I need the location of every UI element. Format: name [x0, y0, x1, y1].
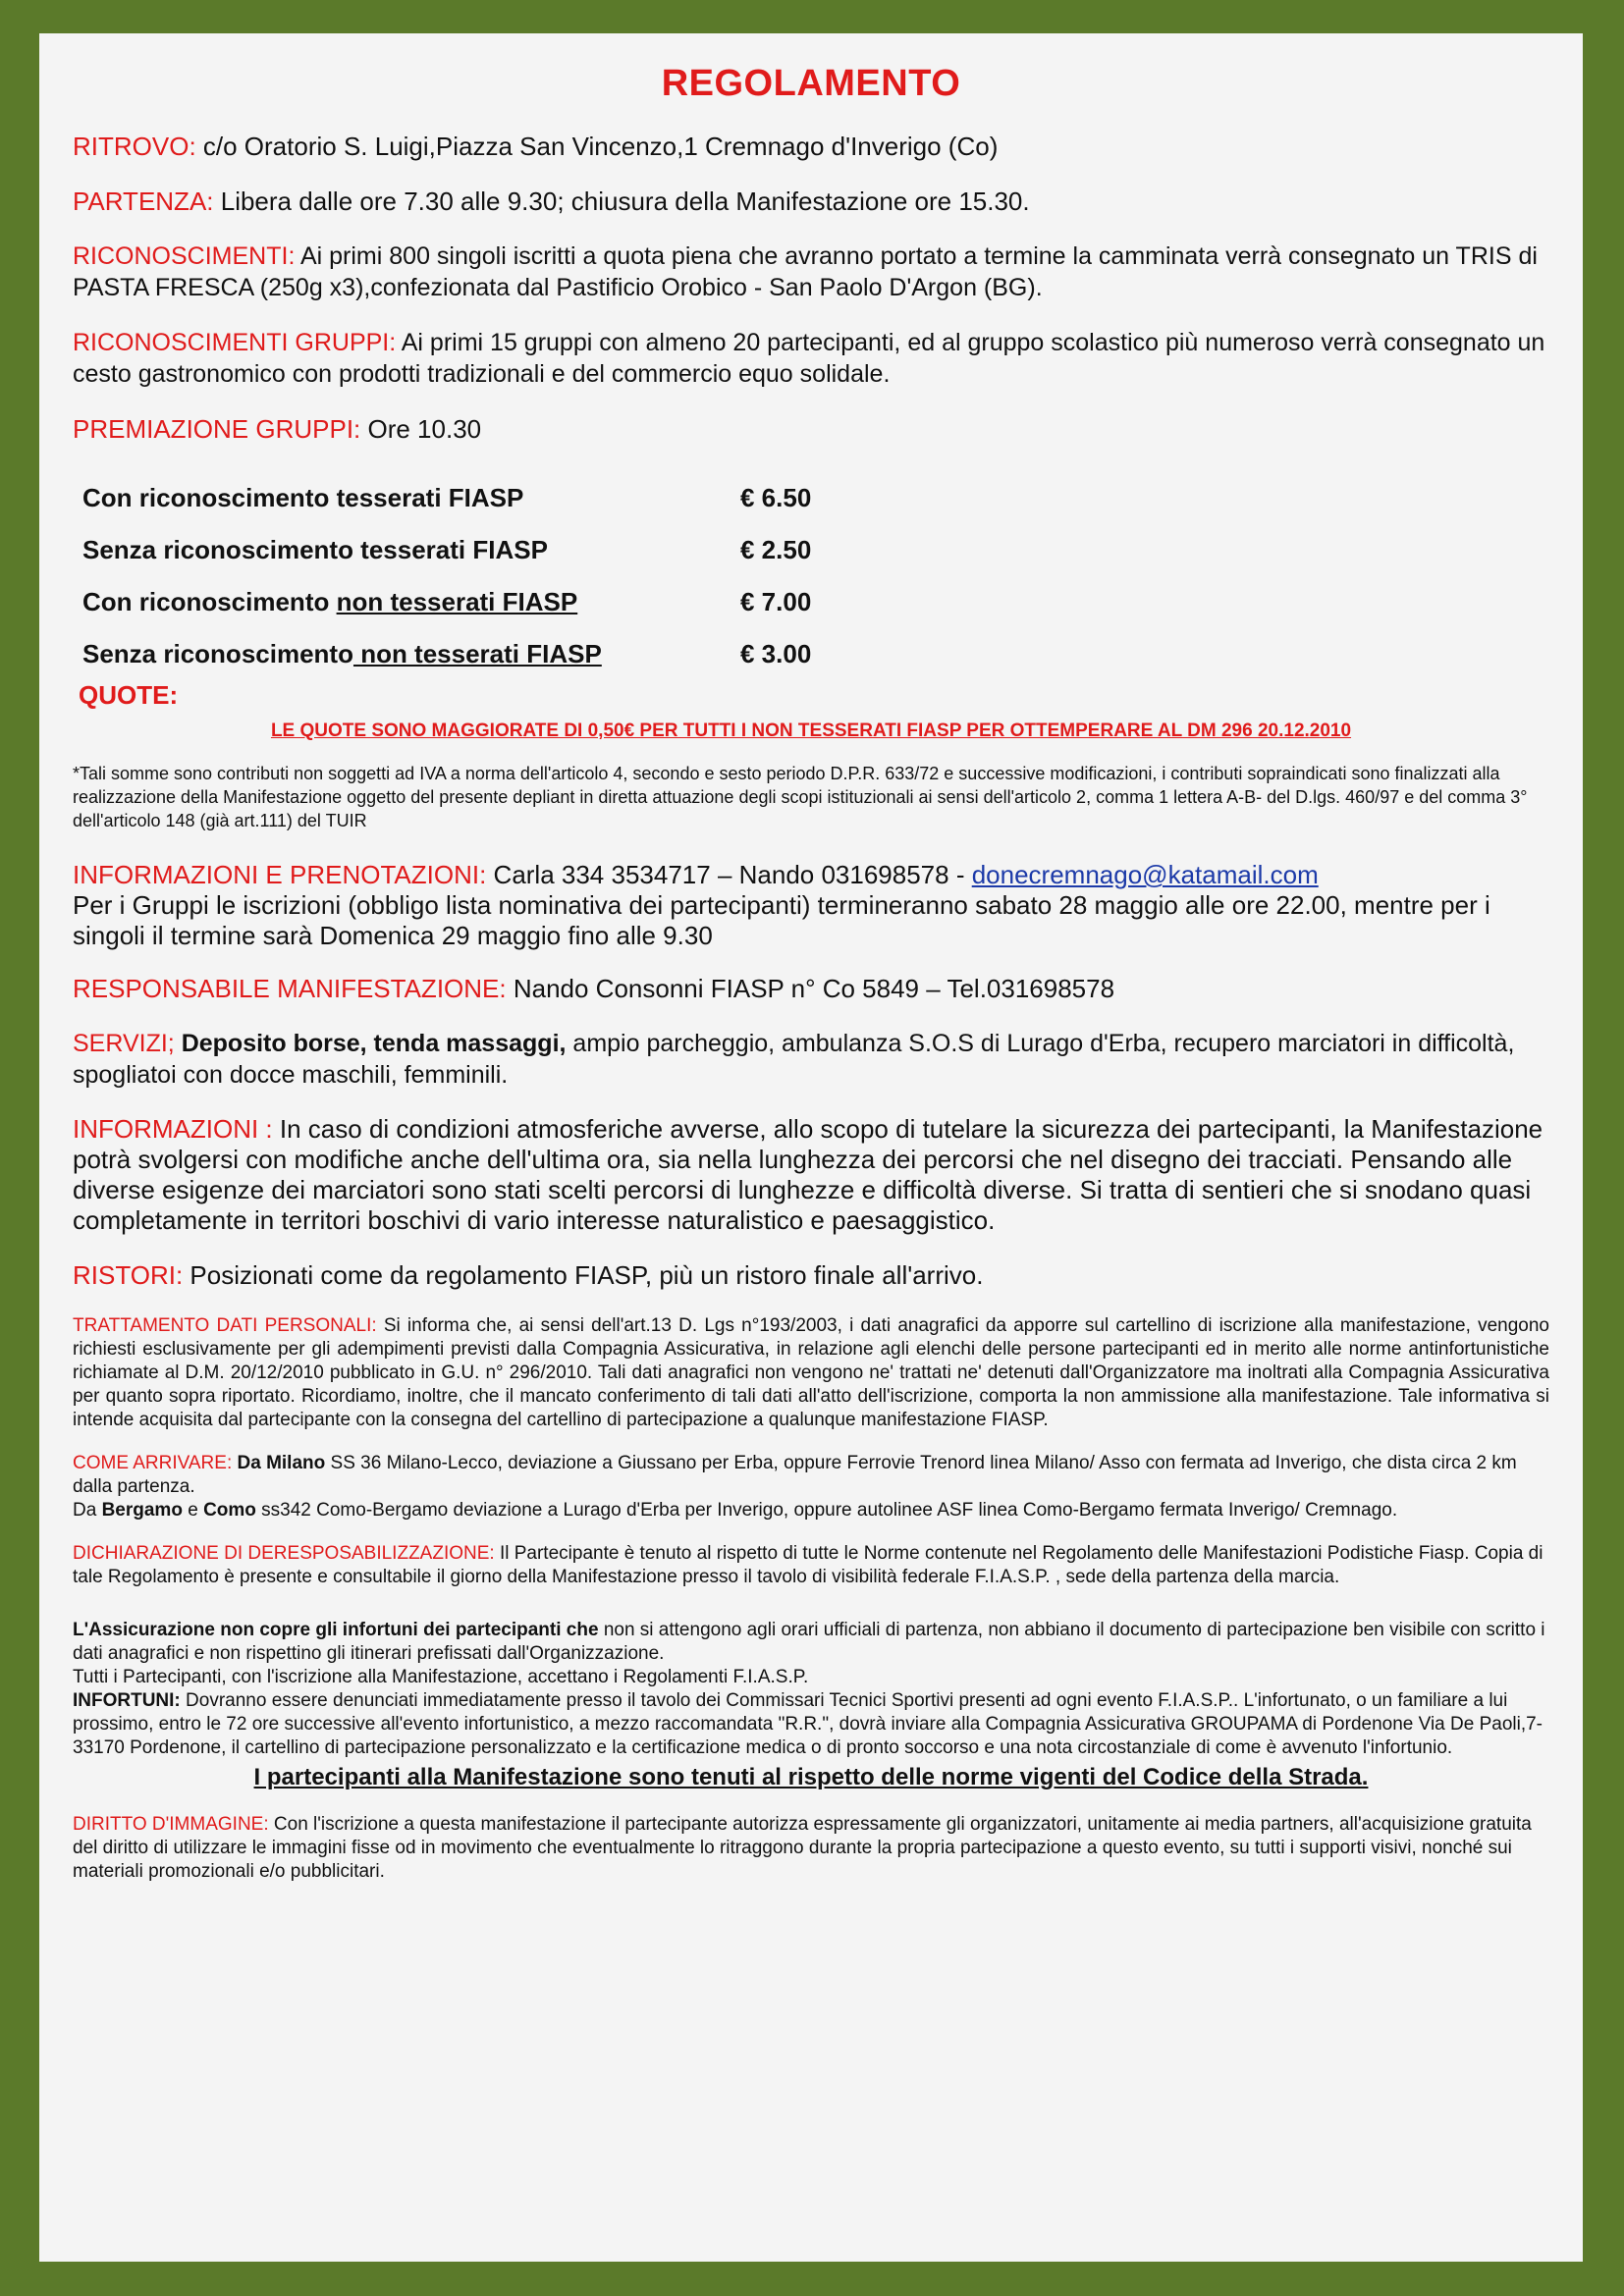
- riconoscimenti-gruppi-text: Ai primi 15 gruppi con almeno 20 partecipanti, ed al gruppo scolastico più numeroso verrà consegnato un cesto gastronomico con prodotti tradizionali e del commercio equo solidale.: [73, 329, 1545, 388]
- regolamento-page: [39, 33, 1583, 2262]
- fee-label-text: Senza riconoscimento: [82, 639, 353, 668]
- informazioni-text: In caso di condizioni atmosferiche avverse, allo scopo di tutelare la sicurezza dei partecipanti, la Manifestazione potrà svolgersi con modifiche anche dell'ultima ora, sia nella lunghezza dei percorsi che nel disegno dei tracciati. Pensando alle diverse esigenze dei marciatori sono stati scelti percorsi di lunghezze e difficoltà diverse. Si tratta di sentieri che si snodano quasi completamente in territori boschivi di vario interesse naturalistico e paesaggistico.: [73, 1114, 1543, 1235]
- fee-label: [82, 472, 740, 524]
- riconoscimenti-text: Ai primi 800 singoli iscritti a quota piena che avranno portato a termine la camminata verrà consegnato un TRIS di PASTA FRESCA (250g x3),confezionata dal Pastificio Orobico - San Paolo D'Argon (BG).: [73, 242, 1538, 301]
- como-bold: Como: [203, 1500, 256, 1521]
- assicurazione-bold: L'Assicurazione non copre gli infortuni dei partecipanti che: [73, 1620, 599, 1640]
- trattamento-label: TRATTAMENTO DATI PERSONALI:: [73, 1315, 377, 1336]
- dichiarazione-text: Il Partecipante è tenuto al rispetto di tutte le Norme contenute nel Regolamento delle Manifestazioni Podistiche Fiasp. Copia di tale Regolamento è presente e consultabile il giorno della Manifestazione presso il tavolo di visibilità federale F.I.A.S.P. , sede della partenza della marcia.: [73, 1543, 1543, 1587]
- fee-price: € 6.50: [740, 483, 812, 512]
- assicurazione-section: [73, 1619, 1549, 1760]
- fee-label-text: Senza riconoscimento tesserati FIASP: [82, 535, 548, 564]
- prenotazioni-text: Per i Gruppi le iscrizioni (obbligo lista nominativa dei partecipanti) termineranno sabato 28 maggio alle ore 22.00, mentre per i singoli il termine sarà Domenica 29 maggio fino alle 9.30: [73, 890, 1490, 950]
- assicurazione-line2: Tutti i Partecipanti, con l'iscrizione alla Manifestazione, accettano i Regolamenti F.I.A.S.P.: [73, 1667, 809, 1687]
- infortuni-label: INFORTUNI:: [73, 1690, 181, 1711]
- contacts-text: Carla 334 3534717 – Nando 031698578 -: [486, 860, 972, 889]
- email-link[interactable]: donecremnago@katamail.com: [971, 860, 1319, 889]
- diritto-immagine-section: [73, 1813, 1549, 1884]
- dichiarazione-label: DICHIARAZIONE DI DERESPOSABILIZZAZIONE:: [73, 1543, 495, 1564]
- ristori-text: Posizionati come da regolamento FIASP, più un ristoro finale all'arrivo.: [183, 1260, 984, 1290]
- tax-footnote: *Tali somme sono contributi non soggetti ad IVA a norma dell'articolo 4, secondo e sesto periodo D.P.R. 633/72 e successive modificazioni, i contributi sopraindicati sono finalizzati alla realizzazione della Manifestazione oggetto del presente depliant in diretta attuazione degli scopi istituzionali ai sensi dell'articolo 2, comma 1 lettera A-B- del D.lgs. 460/97 e del comma 3° dell'articolo 148 (già art.111) del TUIR: [73, 764, 1528, 830]
- responsabile-label: RESPONSABILE MANIFESTAZIONE:: [73, 974, 507, 1003]
- informazioni-prenotazioni-section: [73, 860, 1549, 951]
- ritrovo-text: c/o Oratorio S. Luigi,Piazza San Vincenzo,1 Cremnago d'Inverigo (Co): [195, 132, 999, 161]
- responsabile-section: [73, 973, 1549, 1004]
- servizi-text: ampio parcheggio, ambulanza S.O.S di Lurago d'Erba, recupero marciatori in difficoltà, spogliatoi con docce maschili, femminili.: [73, 1030, 1515, 1089]
- fee-label: [82, 576, 740, 628]
- ristori-section: [73, 1259, 1549, 1291]
- come-arrivare-label: COME ARRIVARE:: [73, 1453, 233, 1473]
- ritrovo-section: [73, 131, 1549, 162]
- servizi-label: SERVIZI;: [73, 1030, 175, 1057]
- informazioni-section: [73, 1114, 1549, 1236]
- diritto-label: DIRITTO D'IMMAGINE:: [73, 1814, 269, 1835]
- partenza-label: PARTENZA:: [73, 187, 214, 216]
- servizi-bold: Deposito borse, tenda massaggi,: [174, 1030, 567, 1057]
- bergamo-text: ss342 Como-Bergamo deviazione a Lurago d'Erba per Inverigo, oppure autolinee ASF linea Como-Bergamo fermata Inverigo/ Cremnago.: [255, 1500, 1398, 1521]
- fee-label-underlined: non tesserati FIASP: [336, 587, 578, 616]
- codice-strada-notice: I partecipanti alla Manifestazione sono tenuti al rispetto delle norme vigenti del Codice della Strada.: [253, 1764, 1369, 1790]
- servizi-section: [73, 1028, 1549, 1091]
- trattamento-section: [73, 1314, 1549, 1432]
- fee-row: [82, 524, 811, 576]
- e-text: e: [182, 1500, 204, 1521]
- quote-notice: LE QUOTE SONO MAGGIORATE DI 0,50€ PER TUTTI I NON TESSERATI FIASP PER OTTEMPERARE AL DM 296 20.12.2010: [270, 721, 1352, 741]
- premiazione-text: Ore 10.30: [360, 414, 482, 444]
- fee-row: [82, 628, 811, 680]
- fee-row: [82, 576, 811, 628]
- fee-label: [82, 524, 740, 576]
- responsabile-text: Nando Consonni FIASP n° Co 5849 – Tel.031698578: [506, 974, 1115, 1003]
- ristori-label: RISTORI:: [73, 1260, 184, 1290]
- fee-price: € 2.50: [740, 535, 812, 564]
- come-arrivare-section: [73, 1452, 1549, 1522]
- fee-price: € 7.00: [740, 587, 812, 616]
- fee-label-text: Con riconoscimento: [82, 587, 337, 616]
- page-title: REGOLAMENTO: [661, 63, 961, 104]
- fee-row: [82, 472, 811, 524]
- fee-label-underlined: non tesserati FIASP: [352, 639, 602, 668]
- infortuni-text: Dovranno essere denunciati immediatamente presso il tavolo dei Commissari Tecnici Sportivi presenti ad ogni evento F.I.A.S.P.. L'infortunato, o un familiare a lui prossimo, entro le 72 ore successive all'evento infortunistico, a mezzo raccomandata "R.R.", dovrà inviare alla Compagnia Assicurativa GROUPAMA di Pordenone Via De Paoli,7-33170 Pordenone, il cartellino di partecipazione personalizzato e la certificazione medica o di pronto soccorso e una nota circostanziale di come è avvenuto l'infortunio.: [73, 1690, 1543, 1758]
- da-text: Da: [73, 1500, 102, 1521]
- fee-table: [82, 472, 811, 680]
- riconoscimenti-section: [73, 240, 1549, 303]
- riconoscimenti-gruppi-section: [73, 327, 1549, 390]
- premiazione-section: [73, 413, 1549, 445]
- trattamento-text: Si informa che, ai sensi dell'art.13 D. Lgs n°193/2003, i dati anagrafici da apporre sul cartellino di iscrizione alla manifestazione, vengono richiesti esclusivamente per gli adempimenti previsti dalla Compagnia Assicurativa, in relazione agli elenchi delle persone partecipanti ed in merito alle norme antinfortunistiche richiamate al D.M. 20/12/2010 pubblicato in G.U. n° 296/2010. Tali dati anagrafici non vengono ne' trattati ne' detenuti dall'Organizzatore ma inoltrati alla Compagnia Assicurativa per quanto sopra riportato. Ricordiamo, inoltre, che il mancato conferimento di tali dati all'atto dell'iscrizione, comporta la non ammissione alla manifestazione. Tale informativa si intende acquisita dal partecipante con la consegna del cartellino di partecipazione a qualunque manifestazione FIASP.: [73, 1315, 1549, 1430]
- dichiarazione-section: [73, 1542, 1549, 1589]
- fee-label-text: Con riconoscimento tesserati FIASP: [82, 483, 524, 512]
- fee-label: [82, 628, 740, 680]
- riconoscimenti-label: RICONOSCIMENTI:: [73, 242, 296, 270]
- riconoscimenti-gruppi-label: RICONOSCIMENTI GRUPPI:: [73, 329, 397, 356]
- milano-bold: Da Milano: [232, 1453, 326, 1473]
- informazioni-label: INFORMAZIONI :: [73, 1114, 273, 1144]
- diritto-text: Con l'iscrizione a questa manifestazione il partecipante autorizza espressamente gli organizzatori, unitamente ai media partners, all'acquisizione gratuita del diritto di utilizzare le immagini fisse od in movimento che eventualmente lo ritraggono durante la propria partecipazione a questo evento, su tutti i supporti visivi, nonché sui materiali promozionali e/o pubblicitari.: [73, 1814, 1532, 1882]
- fee-price: € 3.00: [740, 639, 812, 668]
- quote-label: QUOTE:: [79, 680, 179, 710]
- partenza-section: [73, 186, 1549, 217]
- partenza-text: Libera dalle ore 7.30 alle 9.30; chiusura della Manifestazione ore 15.30.: [213, 187, 1030, 216]
- bergamo-bold: Bergamo: [101, 1500, 183, 1521]
- ritrovo-label: RITROVO:: [73, 132, 196, 161]
- milano-text: SS 36 Milano-Lecco, deviazione a Giussano per Erba, oppure Ferrovie Trenord linea Milano/ Asso con fermata ad Inverigo, che dista circa 2 km dalla partenza.: [73, 1453, 1517, 1497]
- premiazione-label: PREMIAZIONE GRUPPI:: [73, 414, 361, 444]
- assicurazione-text: non si attengono agli orari ufficiali di partenza, non abbiano il documento di partecipazione ben visibile con scritto i dati anagrafici e non rispettino gli itinerari prefissati dall'Organizzazione.: [73, 1620, 1545, 1664]
- informazioni-prenotazioni-label: INFORMAZIONI E PRENOTAZIONI:: [73, 860, 487, 889]
